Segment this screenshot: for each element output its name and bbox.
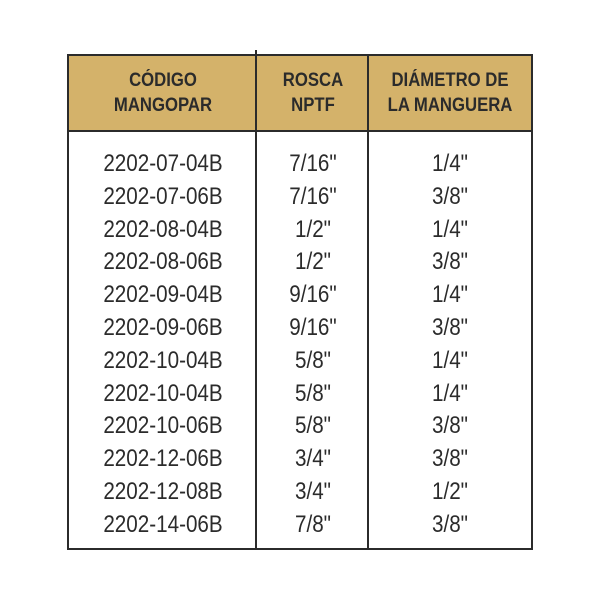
table-row xyxy=(69,378,531,411)
table-row xyxy=(69,246,531,279)
table-row xyxy=(69,476,531,509)
cell-rosca: 7/16" xyxy=(289,182,337,210)
table-row xyxy=(69,148,531,181)
header-diametro xyxy=(379,56,522,130)
cell-codigo: 2202-14-06B xyxy=(103,510,223,538)
header-codigo-line1: CÓDIGO xyxy=(129,70,197,91)
cell-codigo: 2202-10-04B xyxy=(103,346,223,374)
table-row xyxy=(69,214,531,247)
cell-codigo: 2202-10-04B xyxy=(103,379,223,407)
cell-diametro: 1/4" xyxy=(431,379,469,407)
cell-rosca: 3/4" xyxy=(294,477,332,505)
cell-diametro: 3/8" xyxy=(431,182,469,210)
cell-rosca: 5/8" xyxy=(294,412,332,440)
table-row xyxy=(69,181,531,214)
table-row xyxy=(69,279,531,312)
cell-rosca: 5/8" xyxy=(294,379,332,407)
cell-diametro: 1/2" xyxy=(431,477,469,505)
cell-codigo: 2202-10-06B xyxy=(103,412,223,440)
cell-codigo: 2202-12-06B xyxy=(103,445,223,473)
table-row xyxy=(69,410,531,443)
table-row xyxy=(69,443,531,476)
header-diametro-line1: DIÁMETRO DE xyxy=(391,70,509,91)
cell-rosca: 7/16" xyxy=(289,150,337,177)
cell-codigo: 2202-09-04B xyxy=(103,281,223,309)
header-codigo xyxy=(80,56,245,130)
header-diametro-line2: LA MANGUERA xyxy=(387,95,513,116)
cell-diametro: 3/8" xyxy=(431,313,469,341)
product-table xyxy=(67,54,533,550)
header-rosca-line2: NPTF xyxy=(291,95,335,116)
cell-codigo: 2202-07-04B xyxy=(103,150,223,177)
cell-diametro: 3/8" xyxy=(431,412,469,440)
cell-codigo: 2202-09-06B xyxy=(103,313,223,341)
cell-rosca: 1/2" xyxy=(294,215,332,243)
cell-diametro: 1/4" xyxy=(431,346,469,374)
header-rosca xyxy=(264,56,363,130)
cell-codigo: 2202-08-06B xyxy=(103,248,223,276)
cell-diametro: 1/4" xyxy=(431,150,469,177)
table-header xyxy=(69,56,531,132)
table-row xyxy=(69,312,531,345)
cell-diametro: 3/8" xyxy=(431,248,469,276)
cell-rosca: 9/16" xyxy=(289,313,337,341)
table-row xyxy=(69,509,531,542)
table-body xyxy=(69,148,531,542)
cell-rosca: 5/8" xyxy=(294,346,332,374)
cell-diametro: 3/8" xyxy=(431,445,469,473)
cell-codigo: 2202-12-08B xyxy=(103,477,223,505)
cell-codigo: 2202-08-04B xyxy=(103,215,223,243)
cell-rosca: 9/16" xyxy=(289,281,337,309)
cell-diametro: 3/8" xyxy=(431,510,469,538)
cell-diametro: 1/4" xyxy=(431,281,469,309)
cell-diametro: 1/4" xyxy=(431,215,469,243)
cell-rosca: 7/8" xyxy=(294,510,332,538)
cell-rosca: 1/2" xyxy=(294,248,332,276)
cell-rosca: 3/4" xyxy=(294,445,332,473)
header-codigo-line2: MANGOPAR xyxy=(113,95,213,116)
cell-codigo: 2202-07-06B xyxy=(103,182,223,210)
table-row xyxy=(69,345,531,378)
header-rosca-line1: ROSCA xyxy=(282,70,344,91)
